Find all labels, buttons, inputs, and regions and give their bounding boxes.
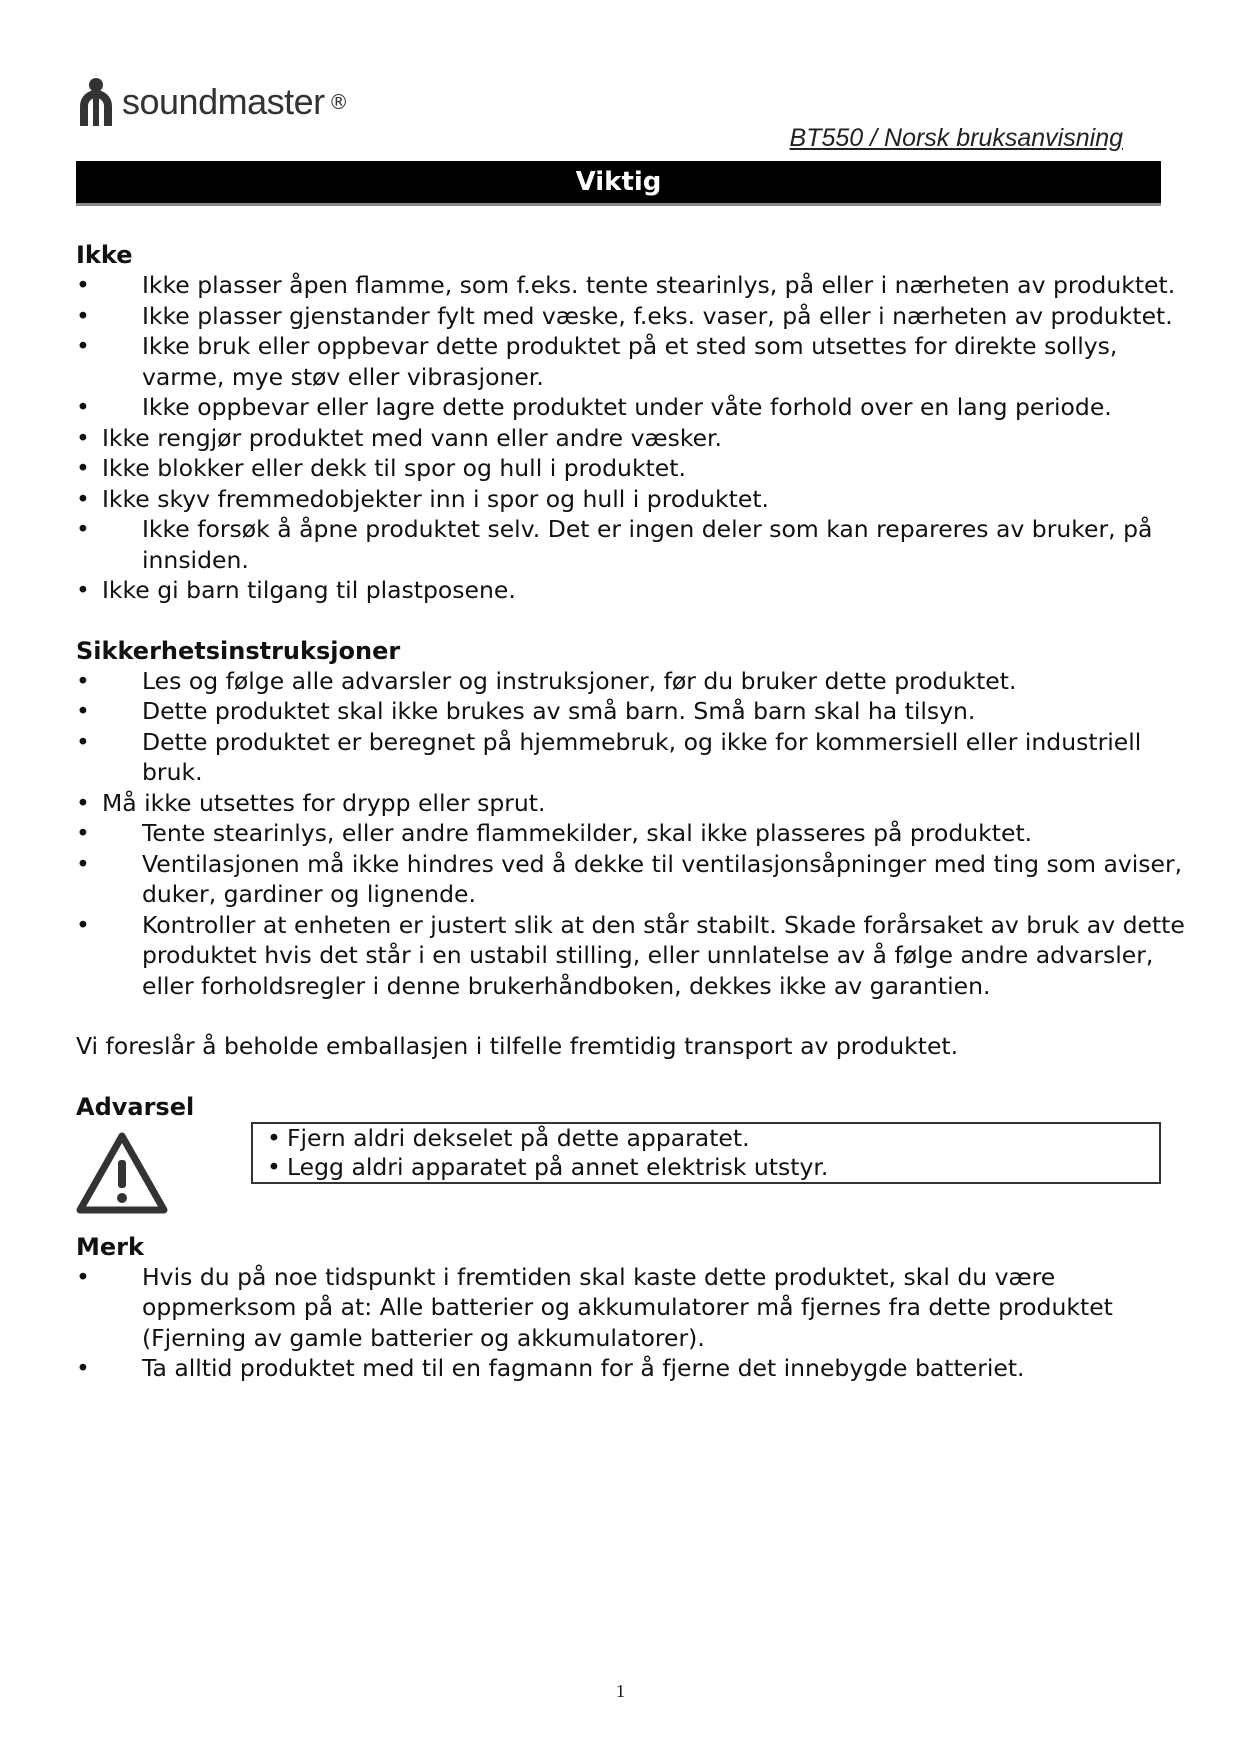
document-header-title: BT550 / Norsk bruksanvisning bbox=[789, 124, 1123, 152]
banner-title: Viktig bbox=[575, 167, 662, 197]
list-item: • Ikke plasser gjenstander fylt med væske, f.eks. vaser, på eller i nærheten av produktet. bbox=[76, 301, 1186, 332]
list-item: • Ikke skyv fremmedobjekter inn i spor og hull i produktet. bbox=[76, 484, 1186, 515]
section-heading-ikke: Ikke bbox=[76, 241, 133, 269]
list-item: • Må ikke utsettes for drypp eller sprut. bbox=[76, 788, 1186, 819]
section-heading-safety: Sikkerhetsinstruksjoner bbox=[76, 636, 401, 665]
list-item: • Hvis du på noe tidspunkt i fremtiden skal kaste dette produktet, skal du være oppmerksom på at: Alle batterier og akkumulatorer må fjernes fra dette produktet (Fjerning av gamle batterier og akkumulatorer). bbox=[76, 1262, 1186, 1354]
list-item: • Tente stearinlys, eller andre flammekilder, skal ikke plasseres på produktet. bbox=[76, 818, 1186, 849]
list-item: • Legg aldri apparatet på annet elektrisk utstyr. bbox=[263, 1153, 1149, 1182]
merk-list bbox=[76, 1262, 1186, 1384]
spacer bbox=[76, 1062, 1186, 1092]
document-body bbox=[76, 240, 1186, 1384]
ikke-section bbox=[76, 240, 1186, 606]
page-number: 1 bbox=[616, 1681, 625, 1701]
spacer bbox=[76, 606, 1186, 636]
list-item: • Ikke bruk eller oppbevar dette produktet på et sted som utsettes for direkte sollys, varme, mye støv eller vibrasjoner. bbox=[76, 331, 1186, 392]
list-item: • Ikke rengjør produktet med vann eller andre væsker. bbox=[76, 423, 1186, 454]
warning-section bbox=[76, 1092, 1186, 1232]
list-item: • Ventilasjonen må ikke hindres ved å dekke til ventilasjonsåpninger med ting som aviser, duker, gardiner og lignende. bbox=[76, 849, 1186, 910]
brand-name: soundmaster bbox=[122, 81, 325, 122]
list-item: • Ikke gi barn tilgang til plastposene. bbox=[76, 575, 1186, 606]
warning-row bbox=[76, 1122, 1186, 1232]
soundmaster-logo-icon bbox=[76, 76, 116, 128]
list-item: • Fjern aldri dekselet på dette apparatet. bbox=[263, 1124, 1149, 1153]
list-item: • Dette produktet er beregnet på hjemmebruk, og ikke for kommersiell eller industriell bruk. bbox=[76, 727, 1186, 788]
list-item: • Ikke plasser åpen flamme, som f.eks. tente stearinlys, på eller i nærheten av produktet. bbox=[76, 270, 1186, 301]
registered-mark: ® bbox=[328, 90, 349, 114]
section-heading-merk: Merk bbox=[76, 1232, 144, 1261]
spacer bbox=[76, 1001, 1186, 1031]
safety-list bbox=[76, 666, 1186, 1002]
warning-triangle-icon bbox=[76, 1132, 168, 1214]
list-item: • Ikke forsøk å åpne produktet selv. Det er ingen deler som kan repareres av bruker, på innsiden. bbox=[76, 514, 1186, 575]
safety-section bbox=[76, 636, 1186, 1062]
warning-list bbox=[263, 1124, 1149, 1182]
packaging-note: Vi foreslår å beholde emballasjen i tilfelle fremtidig transport av produktet. bbox=[76, 1032, 959, 1060]
list-item: • Les og følge alle advarsler og instruksjoner, før du bruker dette produktet. bbox=[76, 666, 1186, 697]
ikke-list bbox=[76, 270, 1186, 606]
section-heading-warning: Advarsel bbox=[76, 1092, 195, 1121]
list-item: • Ikke oppbevar eller lagre dette produktet under våte forhold over en lang periode. bbox=[76, 392, 1186, 423]
merk-section bbox=[76, 1232, 1186, 1384]
brand-logo bbox=[76, 72, 349, 132]
list-item: • Dette produktet skal ikke brukes av små barn. Små barn skal ha tilsyn. bbox=[76, 696, 1186, 727]
list-item: • Ikke blokker eller dekk til spor og hull i produktet. bbox=[76, 453, 1186, 484]
list-item: • Ta alltid produktet med til en fagmann for å fjerne det innebygde batteriet. bbox=[76, 1353, 1186, 1384]
section-banner bbox=[76, 161, 1161, 203]
warning-box bbox=[251, 1122, 1161, 1184]
list-item: • Kontroller at enheten er justert slik at den står stabilt. Skade forårsaket av bruk av dette produktet hvis det står i en ustabil stilling, eller unnlatelse av å følge andre advarsler, eller forholdsregler i denne brukerhåndboken, dekkes ikke av garantien. bbox=[76, 910, 1186, 1002]
